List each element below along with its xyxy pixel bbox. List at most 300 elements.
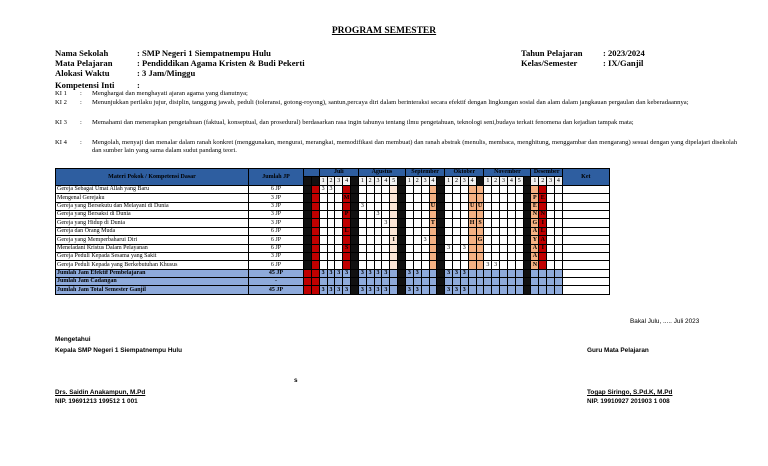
- place-date: Bakal Julu, ..... Juli 2023: [630, 318, 700, 325]
- week-cell: [319, 236, 327, 244]
- spacer-cell: [311, 185, 319, 193]
- ki-text: Menunjukkan perilaku jujur, disiplin, tanggung jawab, peduli (toleransi, gotong-royong), santun,percaya diri dalam berinteraksi secara efektif dengan lingkungan sosial dan alam dalam jangkauan pergaulan dan keberadaannya;: [92, 99, 689, 106]
- week-number: 1: [531, 177, 539, 185]
- week-cell: [405, 261, 413, 269]
- week-cell: [413, 244, 421, 252]
- week-cell: [484, 252, 492, 260]
- spacer-cell: [311, 261, 319, 269]
- week-cell: [539, 269, 547, 277]
- spacer-cell: [437, 227, 445, 235]
- week-cell: [374, 244, 382, 252]
- week-cell: [500, 269, 508, 277]
- spacer-cell: [351, 269, 359, 277]
- week-cell: [319, 252, 327, 260]
- week-cell: [492, 210, 500, 218]
- spacer-cell: [437, 194, 445, 202]
- row-jp: 3 JP: [249, 202, 304, 210]
- week-number: 4: [468, 177, 476, 185]
- week-cell: [547, 185, 555, 193]
- week-cell: [366, 227, 374, 235]
- ket-cell: [562, 261, 609, 269]
- week-cell: [484, 185, 492, 193]
- week-cell: 3: [319, 185, 327, 193]
- week-cell: [358, 244, 366, 252]
- week-cell: [421, 252, 429, 260]
- spacer-cell: [351, 202, 359, 210]
- week-cell: [555, 219, 563, 227]
- row-jp: 6 JP: [249, 244, 304, 252]
- row-materi: Mengenal Gerejaku: [56, 194, 249, 202]
- week-cell: [366, 219, 374, 227]
- marker-cell: Y: [532, 236, 538, 243]
- week-cell: [445, 194, 453, 202]
- week-cell: [382, 185, 390, 193]
- week-cell: [555, 194, 563, 202]
- week-number: 3: [421, 177, 429, 185]
- row-jp: 6 JP: [249, 236, 304, 244]
- week-cell: [468, 269, 476, 277]
- week-cell: [500, 244, 508, 252]
- week-cell: [492, 244, 500, 252]
- marker-cell: M: [343, 194, 350, 201]
- week-cell: [319, 202, 327, 210]
- week-cell: [507, 227, 515, 235]
- week-cell: [547, 202, 555, 210]
- spacer-cell: [351, 244, 359, 252]
- marker-cell: [429, 261, 437, 269]
- spacer-cell: [523, 219, 531, 227]
- marker-cell: [343, 202, 351, 210]
- row-jp: 3 JP: [249, 252, 304, 260]
- marker-cell: G: [532, 219, 538, 226]
- week-cell: [507, 269, 515, 277]
- week-cell: 3: [445, 244, 453, 252]
- marker-cell: [476, 244, 484, 252]
- week-spacer: [311, 177, 319, 185]
- marker-cell: [429, 185, 437, 193]
- week-cell: [382, 261, 390, 269]
- week-cell: [555, 286, 563, 294]
- week-cell: [374, 252, 382, 260]
- marker-cell: [343, 185, 351, 193]
- page-title: PROGRAM SEMESTER: [331, 26, 437, 36]
- summary-label: Jumlah Jam Cadangan: [56, 278, 249, 286]
- week-cell: [405, 194, 413, 202]
- week-cell: [507, 278, 515, 286]
- marker-cell: [468, 210, 476, 218]
- field-value-class: : IX/Ganjil: [603, 58, 644, 68]
- semester-schedule-table: [55, 168, 610, 295]
- week-cell: [547, 244, 555, 252]
- week-cell: [492, 202, 500, 210]
- week-cell: [358, 185, 366, 193]
- marker-cell: S: [343, 244, 351, 252]
- spacer-cell: [304, 210, 312, 218]
- week-cell: [358, 227, 366, 235]
- stray-mark: s: [294, 377, 298, 384]
- week-cell: [531, 286, 539, 294]
- week-cell: 3: [460, 244, 468, 252]
- week-cell: 3: [374, 210, 382, 218]
- marker-cell: [343, 219, 351, 227]
- ket-cell: [562, 185, 609, 193]
- marker-cell: [390, 202, 398, 210]
- spacer-cell: [437, 252, 445, 260]
- week-cell: [366, 244, 374, 252]
- week-cell: [539, 278, 547, 286]
- week-cell: 3: [405, 286, 413, 294]
- week-cell: [484, 236, 492, 244]
- marker-cell: [429, 210, 437, 218]
- ki-code: KI 3: [55, 119, 67, 126]
- marker-cell: [531, 185, 539, 193]
- week-cell: [460, 227, 468, 235]
- week-cell: 3: [343, 286, 351, 294]
- week-spacer: [398, 177, 406, 185]
- week-cell: [366, 236, 374, 244]
- ket-cell: [562, 278, 609, 286]
- week-cell: [374, 278, 382, 286]
- week-cell: [335, 202, 343, 210]
- week-cell: [413, 236, 421, 244]
- spacer-cell: [398, 227, 406, 235]
- week-cell: [500, 219, 508, 227]
- week-cell: [547, 219, 555, 227]
- week-cell: [429, 278, 437, 286]
- table-row: [56, 261, 610, 269]
- week-cell: [531, 269, 539, 277]
- spacer-cell: [304, 261, 312, 269]
- week-cell: 3: [366, 269, 374, 277]
- spacer-cell: [351, 252, 359, 260]
- week-cell: [421, 244, 429, 252]
- marker-cell: [468, 244, 476, 252]
- week-cell: [460, 202, 468, 210]
- table-row: [56, 194, 610, 202]
- spacer-cell: [523, 261, 531, 269]
- week-cell: [421, 286, 429, 294]
- header-ket: Ket: [562, 169, 609, 186]
- kepala-name: Drs. Saidin Anakampun, M.Pd: [55, 389, 146, 396]
- week-number: 4: [382, 177, 390, 185]
- week-cell: [374, 219, 382, 227]
- week-cell: [382, 210, 390, 218]
- week-number: 3: [335, 177, 343, 185]
- row-jp: 3 JP: [249, 194, 304, 202]
- week-cell: [335, 219, 343, 227]
- week-cell: 3: [453, 269, 461, 277]
- week-cell: 3: [445, 286, 453, 294]
- table-row: [56, 227, 610, 235]
- spacer-cell: [351, 194, 359, 202]
- spacer-cell: [304, 227, 312, 235]
- spacer-cell: [311, 244, 319, 252]
- week-cell: [358, 261, 366, 269]
- week-cell: 3: [460, 269, 468, 277]
- spacer-cell: [398, 219, 406, 227]
- table-row: [56, 236, 610, 244]
- week-cell: [507, 219, 515, 227]
- week-cell: [507, 202, 515, 210]
- week-cell: [382, 227, 390, 235]
- week-cell: [421, 185, 429, 193]
- marker-cell: [390, 261, 398, 269]
- week-cell: [335, 244, 343, 252]
- spacer-cell: [304, 244, 312, 252]
- week-cell: [421, 219, 429, 227]
- week-cell: [366, 194, 374, 202]
- week-cell: [500, 185, 508, 193]
- week-cell: [515, 194, 523, 202]
- week-spacer: [476, 177, 484, 185]
- week-cell: 3: [335, 286, 343, 294]
- guru-title: Guru Mata Pelajaran: [587, 347, 649, 354]
- field-value-school: : SMP Negeri 1 Siempatnempu Hulu: [137, 48, 271, 58]
- week-cell: [390, 269, 398, 277]
- week-cell: 3: [421, 236, 429, 244]
- week-cell: 3: [335, 269, 343, 277]
- week-cell: [507, 244, 515, 252]
- row-materi: Gereja dan Orang Muda: [56, 227, 249, 235]
- ki-code: KI 4: [55, 139, 67, 146]
- week-cell: [445, 236, 453, 244]
- week-cell: [421, 278, 429, 286]
- week-spacer: [523, 177, 531, 185]
- week-cell: 3: [374, 286, 382, 294]
- week-cell: 3: [358, 202, 366, 210]
- spacer-cell: [437, 185, 445, 193]
- ki-text: Menghargai dan menghayati ajaran agama yang dianutnya;: [92, 90, 248, 97]
- week-cell: [515, 286, 523, 294]
- week-cell: [390, 286, 398, 294]
- week-cell: [476, 278, 484, 286]
- week-cell: [492, 227, 500, 235]
- marker-cell: [539, 185, 547, 193]
- row-materi: Gereja Peduli Kepada Sesama yang Sakit: [56, 252, 249, 260]
- week-number: 1: [358, 177, 366, 185]
- marker-cell: U: [469, 202, 475, 209]
- week-cell: [319, 210, 327, 218]
- week-cell: [405, 210, 413, 218]
- spacer-cell: [311, 210, 319, 218]
- week-cell: [319, 261, 327, 269]
- week-cell: [555, 252, 563, 260]
- week-cell: 3: [358, 269, 366, 277]
- header-pad: [304, 169, 320, 177]
- week-number: 3: [460, 177, 468, 185]
- spacer-cell: [304, 269, 312, 277]
- table-row: [56, 252, 610, 260]
- marker-cell: [429, 236, 437, 244]
- marker-cell: [468, 185, 476, 193]
- week-cell: [429, 286, 437, 294]
- field-label-ki: Kompetensi Inti: [55, 80, 115, 90]
- table-row: [56, 185, 610, 193]
- week-cell: [327, 227, 335, 235]
- spacer-cell: [311, 236, 319, 244]
- marker-cell: [476, 194, 484, 202]
- row-materi: Meneladani Kristus Dalam Pelayanan: [56, 244, 249, 252]
- week-number: 2: [327, 177, 335, 185]
- marker-cell: [390, 219, 398, 227]
- week-cell: [405, 244, 413, 252]
- header-jp: Jumlah JP: [249, 169, 304, 186]
- week-cell: [460, 236, 468, 244]
- week-number: 4: [429, 177, 437, 185]
- week-cell: [445, 185, 453, 193]
- ket-cell: [562, 269, 609, 277]
- spacer-cell: [311, 286, 319, 294]
- spacer-cell: [523, 227, 531, 235]
- week-cell: [500, 236, 508, 244]
- week-cell: [453, 252, 461, 260]
- week-cell: [453, 261, 461, 269]
- week-cell: 3: [319, 286, 327, 294]
- week-cell: [531, 278, 539, 286]
- week-cell: [374, 227, 382, 235]
- week-cell: 3: [453, 286, 461, 294]
- week-cell: 3: [319, 269, 327, 277]
- week-number: 5: [515, 177, 523, 185]
- week-cell: [319, 244, 327, 252]
- week-number: 4: [507, 177, 515, 185]
- spacer-cell: [311, 227, 319, 235]
- marker-cell: [343, 252, 351, 260]
- marker-cell: [539, 261, 547, 269]
- kepala-nip: NIP. 19691213 199512 1 001: [55, 398, 138, 405]
- week-cell: [515, 210, 523, 218]
- marker-cell: H: [469, 219, 475, 226]
- spacer-cell: [437, 202, 445, 210]
- week-cell: 3: [413, 286, 421, 294]
- marker-cell: L: [344, 228, 349, 235]
- ket-cell: [562, 236, 609, 244]
- week-number: 1: [319, 177, 327, 185]
- marker-cell: [390, 185, 398, 193]
- week-cell: [484, 202, 492, 210]
- ket-cell: [562, 244, 609, 252]
- marker-cell: [468, 252, 476, 260]
- week-cell: [555, 269, 563, 277]
- ki-colon: :: [80, 119, 82, 126]
- week-cell: [492, 185, 500, 193]
- week-cell: 3: [382, 219, 390, 227]
- spacer-cell: [523, 244, 531, 252]
- week-cell: [500, 252, 508, 260]
- spacer-cell: [437, 219, 445, 227]
- week-cell: [327, 219, 335, 227]
- summary-row: [56, 278, 610, 286]
- week-cell: [413, 185, 421, 193]
- week-number: 1: [405, 177, 413, 185]
- marker-cell: I: [390, 236, 398, 244]
- week-cell: 3: [374, 269, 382, 277]
- week-cell: [335, 278, 343, 286]
- week-cell: [547, 261, 555, 269]
- spacer-cell: [523, 210, 531, 218]
- week-cell: [515, 252, 523, 260]
- week-cell: [382, 252, 390, 260]
- week-cell: [453, 219, 461, 227]
- week-spacer: [437, 177, 445, 185]
- spacer-cell: [311, 278, 319, 286]
- week-cell: [366, 252, 374, 260]
- week-cell: [547, 286, 555, 294]
- spacer-cell: [311, 252, 319, 260]
- summary-row: [56, 286, 610, 294]
- guru-name: Togap Siringo, S.Pd.K, M.Pd: [587, 389, 673, 396]
- summary-jp: -: [249, 278, 304, 286]
- row-jp: 3 JP: [249, 210, 304, 218]
- week-cell: [382, 236, 390, 244]
- week-cell: [453, 244, 461, 252]
- spacer-cell: [398, 244, 406, 252]
- week-cell: [547, 252, 555, 260]
- spacer-cell: [311, 269, 319, 277]
- week-cell: [327, 236, 335, 244]
- table-row: [56, 244, 610, 252]
- week-cell: [445, 261, 453, 269]
- mengetahui-label: Mengetahui: [55, 336, 91, 343]
- row-materi: Gereja yang Memperbaharui Diri: [56, 236, 249, 244]
- spacer-cell: [311, 202, 319, 210]
- week-cell: [492, 269, 500, 277]
- ki-code: KI 2: [55, 99, 67, 106]
- spacer-cell: [437, 210, 445, 218]
- spacer-cell: [523, 252, 531, 260]
- spacer-cell: [398, 278, 406, 286]
- week-cell: [453, 278, 461, 286]
- week-cell: [515, 227, 523, 235]
- week-cell: [358, 278, 366, 286]
- week-cell: [358, 210, 366, 218]
- week-cell: [484, 286, 492, 294]
- week-cell: 3: [327, 269, 335, 277]
- week-cell: [515, 261, 523, 269]
- week-cell: [319, 227, 327, 235]
- marker-cell: [476, 185, 484, 193]
- marker-cell: [429, 194, 437, 202]
- week-cell: [460, 194, 468, 202]
- week-number: 1: [484, 177, 492, 185]
- week-cell: [358, 219, 366, 227]
- week-cell: [460, 185, 468, 193]
- spacer-cell: [437, 261, 445, 269]
- week-cell: 3: [413, 269, 421, 277]
- week-number: 4: [555, 177, 563, 185]
- header-month: November: [484, 169, 531, 177]
- week-cell: [460, 219, 468, 227]
- week-cell: [390, 278, 398, 286]
- row-materi: Gereja yang Bersekutu dan Melayani di Dunia: [56, 202, 249, 210]
- row-materi: Gereja Peduli Kepada yang Berkebutuhan Khusus: [56, 261, 249, 269]
- marker-cell: [468, 194, 476, 202]
- week-cell: [327, 252, 335, 260]
- week-cell: [460, 261, 468, 269]
- week-cell: [327, 244, 335, 252]
- week-number: 1: [445, 177, 453, 185]
- week-cell: [421, 194, 429, 202]
- table-row: [56, 210, 610, 218]
- spacer-cell: [351, 227, 359, 235]
- ket-cell: [562, 194, 609, 202]
- week-cell: 3: [405, 269, 413, 277]
- week-cell: [445, 219, 453, 227]
- summary-jp: 45 JP: [249, 269, 304, 277]
- week-cell: [468, 278, 476, 286]
- week-number: 2: [492, 177, 500, 185]
- spacer-cell: [523, 269, 531, 277]
